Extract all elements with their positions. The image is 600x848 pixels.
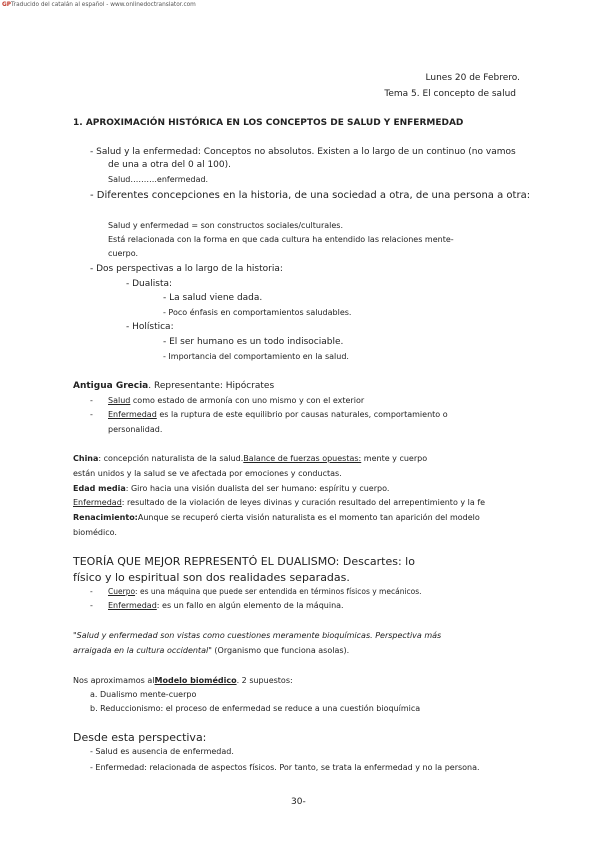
grecia-bullet-2 [90,410,448,420]
desde-heading: Desde esta perspectiva: [73,731,207,744]
item-1-line-c: Salud……….enfermedad. [108,175,209,184]
bullet-dash: - [90,396,93,405]
teoria-line-2: físico y lo espiritual son dos realidades separadas. [73,571,350,584]
header-date: Lunes 20 de Febrero. [425,73,520,83]
grecia-bullet-2-cont: personalidad. [108,425,163,434]
modelo-line [73,676,293,686]
note-2: Está relacionada con la forma en que cada cultura ha entendido las relaciones mente- [108,235,454,244]
renacimiento-label: Renacimiento: [73,513,138,522]
grecia-title: Antigua Grecia [73,381,149,391]
item-2: - Diferentes concepciones en la historia, de una sociedad a otra, de una persona a otra: [90,190,531,201]
grecia-salud-term: Salud [108,396,131,405]
grecia-bullet-1 [90,396,365,406]
bullet-dash: - [90,410,93,419]
holistica-point-1: - El ser humano es un todo indisociable. [163,337,344,347]
page-number: 30- [291,797,306,807]
enfermedad-line [73,498,485,508]
edad-media-line [73,484,389,494]
item-1-line-b: de una a otra del 0 al 100). [108,160,232,170]
translator-text: Traducido del catalán al español - www.onlinedoctranslator.com [11,2,196,8]
desde-line-1: - Salud es ausencia de enfermedad. [90,747,234,756]
china-text: : concepción naturalista de la salud. [98,454,244,463]
edad-media-label: Edad media [73,484,126,493]
teoria-bullet-1 [90,587,422,596]
holistica-point-2: - Importancia del comportamiento en la salud. [163,352,349,361]
teoria-line-1: TEORÍA QUE MEJOR REPRESENTÓ EL DUALISMO: Descartes: lo [73,555,415,568]
renacimiento-text: Aunque se recuperó cierta visión naturalista es el momento tan aparición del modelo [137,513,480,522]
header-topic: Tema 5. El concepto de salud [384,89,516,99]
dualista-point-2: - Poco énfasis en comportamientos saludables. [163,308,352,317]
modelo-a: a. Dualismo mente-cuerpo [90,690,197,699]
translator-banner [2,2,196,9]
maquina-enfermedad-term: Enfermedad [108,601,157,610]
quote-line-1: "Salud y enfermedad son vistas como cuestiones meramente bioquímicas. Perspectiva más [73,631,442,640]
china-link: Balance de fuerzas opuestas: [243,454,362,463]
enfermedad-text: : resultado de la violación de leyes divinas y curación resultado del arrepentimiento y la fe [121,498,486,507]
renacimiento-cont: biomédico. [73,528,117,537]
renacimiento-line [73,513,480,523]
china-label: China [73,454,99,463]
dualista-point-1: - La salud viene dada. [163,293,263,303]
quote-rest: (Organismo que funciona asolas). [211,646,350,655]
item-3: - Dos perspectivas a lo largo de la historia: [90,264,283,274]
enfermedad-label: Enfermedad [73,498,122,507]
note-1: Salud y enfermedad = son constructos sociales/culturales. [108,221,343,230]
teoria-bullet-2 [90,601,344,611]
translator-logo: GP [2,2,12,8]
modelo-rest: . 2 supuestos: [236,676,293,685]
cuerpo-term: Cuerpo [108,587,136,596]
china-text-2: mente y cuerpo [361,454,428,463]
bullet-dash: - [90,601,93,610]
quote-line-2 [73,646,349,656]
quote-italic: arraigada en la cultura occidental" [73,646,212,655]
grecia-line [73,381,274,392]
bullet-dash: - [90,587,93,596]
grecia-enfermedad-term: Enfermedad [108,410,157,419]
edad-media-text: : Giro hacia una visión dualista del ser humano: espíritu y cuerpo. [125,484,390,493]
note-3: cuerpo. [108,249,139,258]
section-heading: 1. APROXIMACIÓN HISTÓRICA EN LOS CONCEPTOS DE SALUD Y ENFERMEDAD [73,118,464,128]
desde-line-2: - Enfermedad: relacionada de aspectos físicos. Por tanto, se trata la enfermedad y no la persona. [90,763,480,772]
modelo-term: Modelo biomédico [154,676,237,685]
grecia-representante: . Representante: Hipócrates [148,381,275,391]
holistica-label: - Holística: [126,322,174,332]
item-1-line-a: - Salud y la enfermedad: Conceptos no absolutos. Existen a lo largo de un continuo (no vamos [90,147,516,157]
grecia-salud-text: como estado de armonía con uno mismo y con el exterior [130,396,365,405]
maquina-enfermedad-text: : es un fallo en algún elemento de la máquina. [156,601,344,610]
china-line [73,454,427,464]
china-cont: están unidos y la salud se ve afectada por emociones y conductas. [73,469,342,478]
modelo-b: b. Reduccionismo: el proceso de enfermedad se reduce a una cuestión bioquímica [90,704,421,713]
modelo-intro: Nos aproximamos al [73,676,155,685]
grecia-enfermedad-text: es la ruptura de este equilibrio por causas naturales, comportamiento o [156,410,448,419]
dualista-label: - Dualista: [126,279,173,289]
cuerpo-text: : es una máquina que puede ser entendida en términos físicos y mecánicos. [135,587,422,596]
